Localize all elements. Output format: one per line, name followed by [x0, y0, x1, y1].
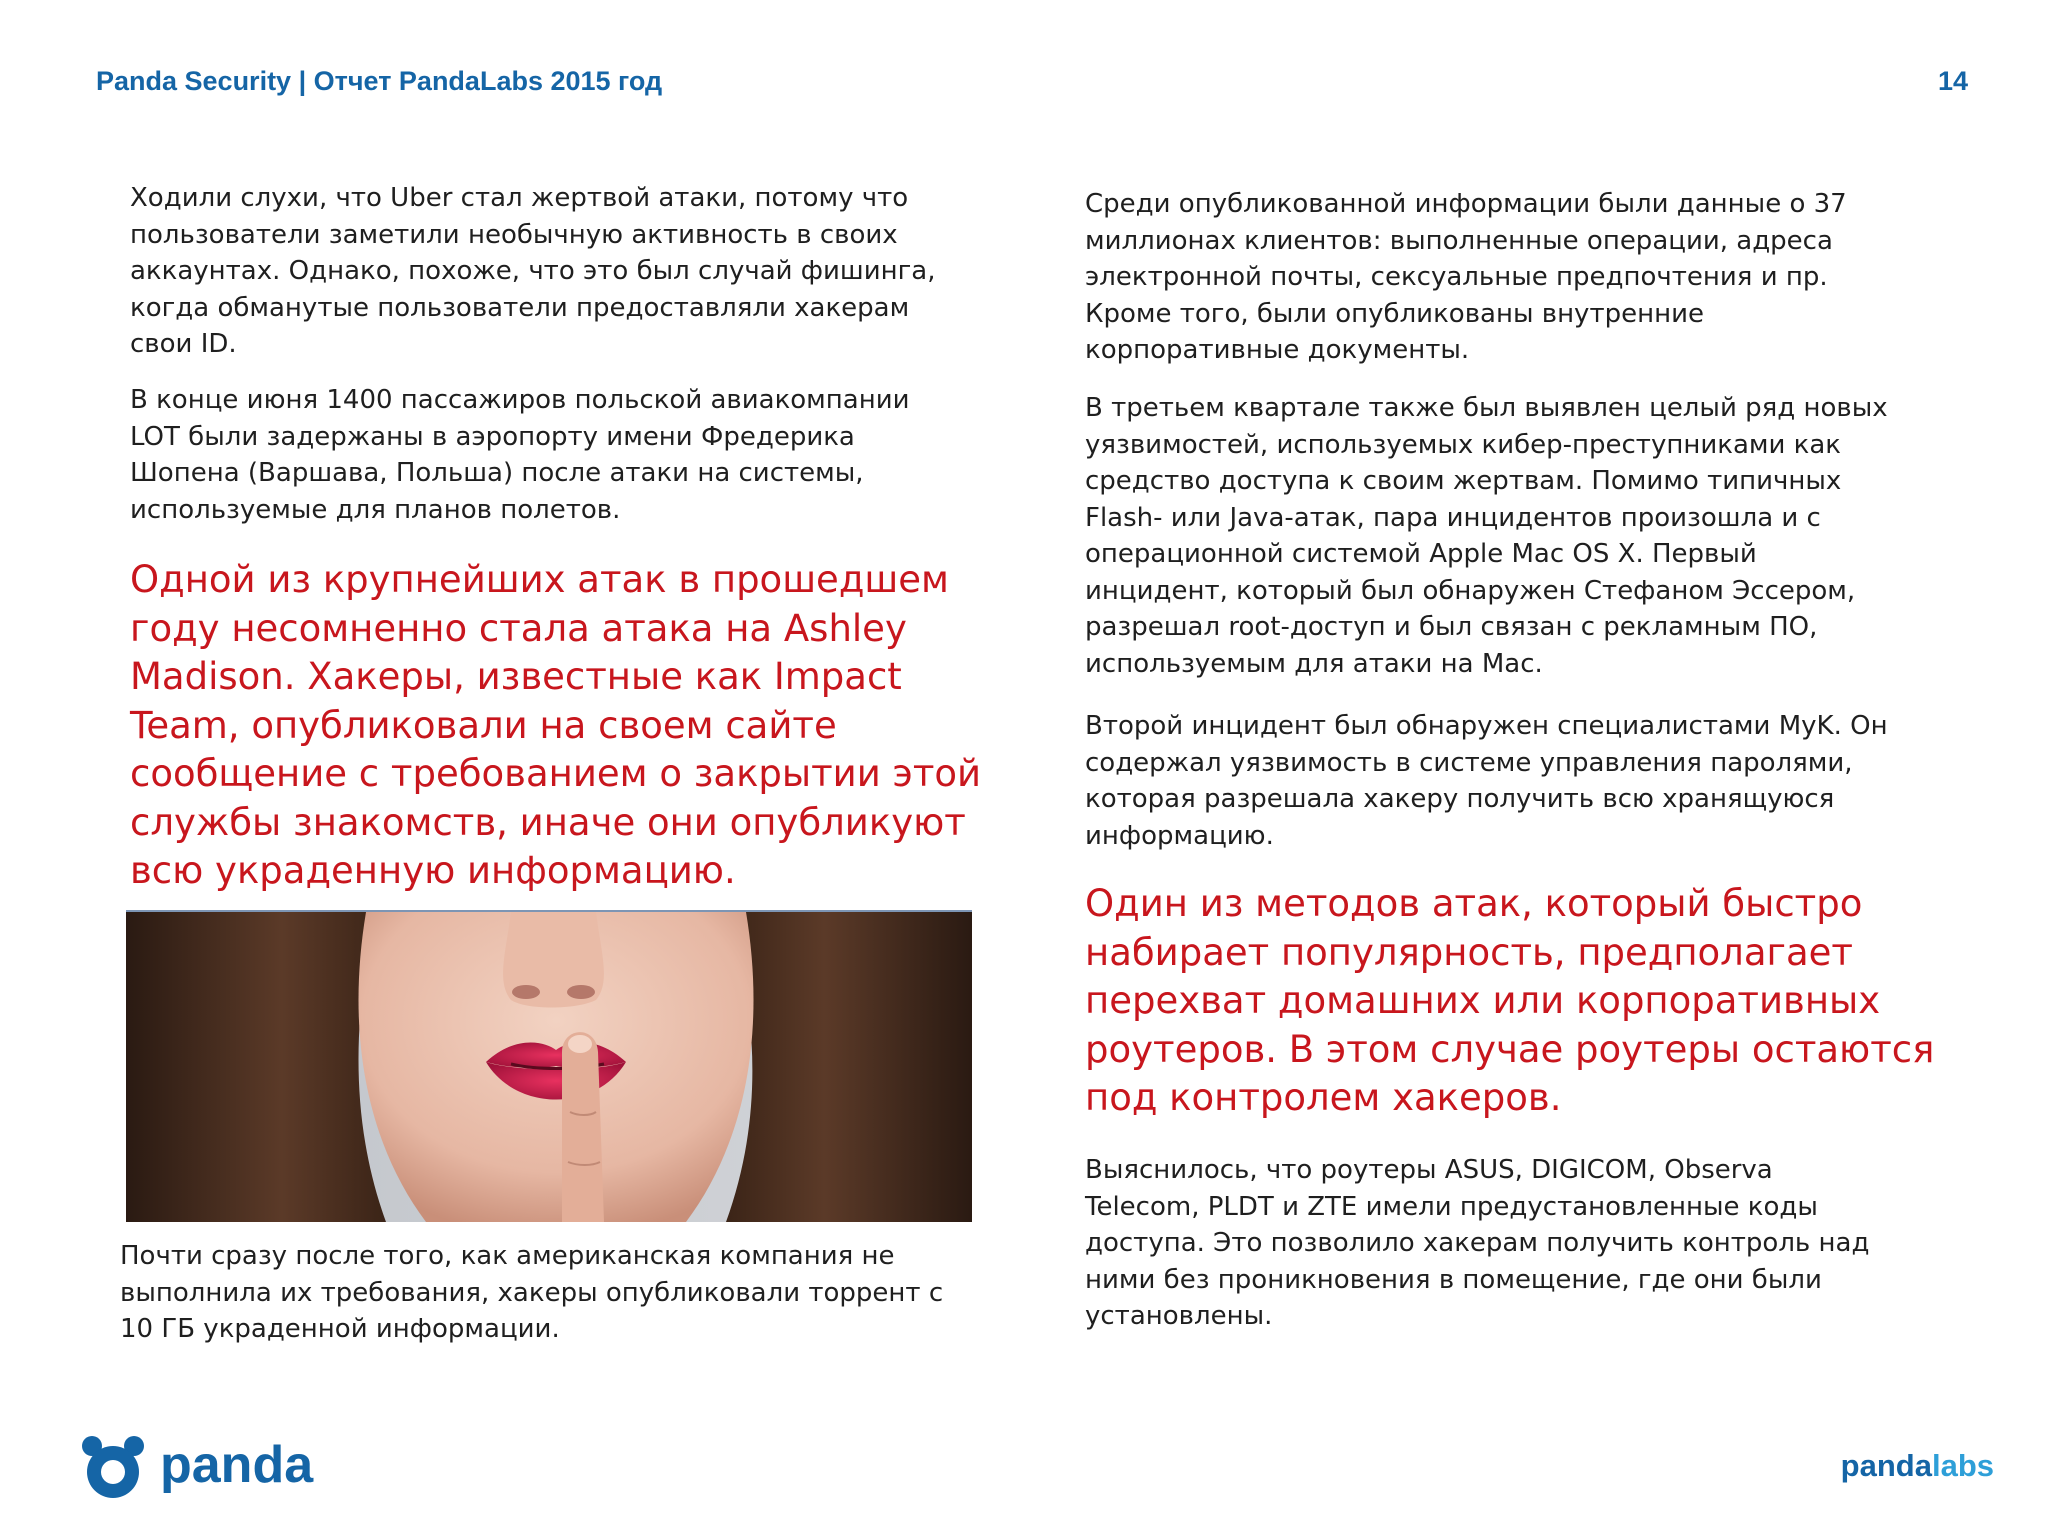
left-paragraph-2: В конце июня 1400 пассажиров польской авиакомпании LOT были задержаны в аэропорту имени Фредерика Шопена (Варшава, Польша) после атаки на системы, используемые для планов полетов. [130, 385, 910, 525]
page-number: 14 [1937, 66, 1968, 96]
left-pull-quote: Одной из крупнейших атак в прошедшем году несомненно стала атака на Ashley Madison. Хакеры, известные как Impact Team, опубликовали на своем сайте сообщение с требованием о закрытии этой службы знакомств, иначе они опубликуют всю украденную информацию. [130, 558, 982, 892]
right-paragraph-1: Среди опубликованной информации были данные о 37 миллионах клиентов: выполненные операции, адреса электронной почты, сексуальные предпочтения и пр. Кроме того, были опубликованы внутренние корпоративные документы. [1085, 189, 1847, 365]
right-paragraph-2: В третьем квартале также был выявлен целый ряд новых уязвимостей, используемых кибер-преступниками как средство доступа к своим жертвам. Помимо типичных Flash- или Java-атак, пара инцидентов произошла и с операционной системой Apple Mac OS X. Первый инцидент, который был обнаружен Стефаном Эссером, разрешал root-доступ и был связан с рекламным ПО, используемым для атаки на Mac. [1085, 393, 1888, 679]
right-paragraph-3: Второй инцидент был обнаружен специалистами MyK. Он содержал уязвимость в системе управления паролями, которая разрешала хакеру получить всю хранящуюся информацию. [1085, 711, 1888, 851]
woman-finger-on-lips-photo [126, 910, 972, 1222]
pandalabs-logo: pandalabs [1840, 1448, 1994, 1483]
left-paragraph-1: Ходили слухи, что Uber стал жертвой атаки, потому что пользователи заметили необычную активность в своих аккаунтах. Однако, похоже, что это был случай фишинга, когда обманутые пользователи предоставляли хакерам свои ID. [130, 183, 936, 359]
panda-logo: panda [80, 1432, 320, 1502]
header-title: Panda Security | Отчет PandaLabs 2015 год [96, 66, 663, 96]
right-pull-quote: Один из методов атак, который быстро набирает популярность, предполагает перехват домашних или корпоративных роутеров. В этом случае роутеры остаются под контролем хакеров. [1085, 882, 1935, 1119]
right-paragraph-4: Выяснилось, что роутеры ASUS, DIGICOM, Observa Telecom, PLDT и ZTE имели предустановленные коды доступа. Это позволило хакерам получить контроль над ними без проникновения в помещение, где они были установлены. [1085, 1155, 1870, 1331]
panda-bear-icon [80, 1434, 146, 1500]
photo-caption: Почти сразу после того, как американская компания не выполнила их требования, хакеры опубликовали торрент с 10 ГБ украденной информации. [120, 1241, 944, 1344]
